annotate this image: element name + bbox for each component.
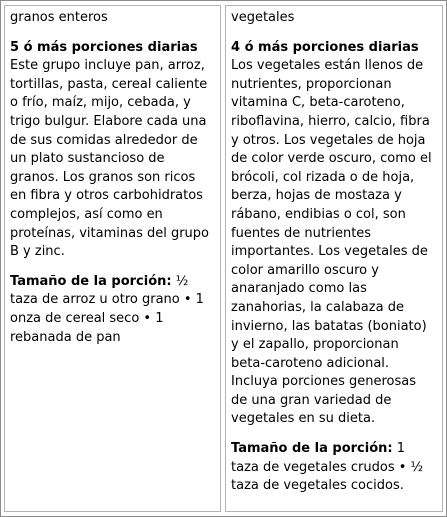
vegetables-column xyxy=(225,5,443,512)
portion-label: Tamaño de la porción: xyxy=(231,441,393,457)
column-description: Este grupo incluye pan, arroz, tortillas, pasta, cereal caliente o frío, maíz, mijo, cebada, y trigo bulgur. Elabore cada una de sus comidas alrededor de un plato sustancioso de granos. Los granos son ricos en fibra y otros carbohidratos complejos, así como en proteínas, vitaminas del grupo B y zinc. xyxy=(10,58,210,260)
servings-heading: 4 ó más porciones diarias xyxy=(231,39,419,55)
portion-label: Tamaño de la porción: xyxy=(10,273,172,289)
portion-text: 1 taza de vegetales crudos • ½ taza de vegetales cocidos. xyxy=(231,441,424,494)
column-description: Los vegetales están llenos de nutrientes, proporcionan vitamina C, beta-caroteno, riboflavina, hierro, calcio, fibra y otros. Los vegetales de hoja de color verde oscuro, como el brócoli, col rizada o de hoja, berza, hojas de mostaza y rábano, endibias o col, son fuentes de nutrientes importantes. Los vegetales de color amarillo oscuro y anaranjado como las zanahorias, la calabaza de invierno, las batatas (boniato) y el zapallo, proporcionan beta-caroteno adicional. Incluya porciones generosas de una gran variedad de vegetales en su dieta. xyxy=(231,58,432,427)
portion-size xyxy=(231,440,436,496)
portion-size xyxy=(10,273,214,347)
servings-heading: 5 ó más porciones diarias xyxy=(10,39,198,55)
column-title: vegetales xyxy=(231,10,295,25)
grains-column xyxy=(4,5,221,512)
portion-text: ½ taza de arroz u otro grano • 1 onza de cereal seco • 1 rebanada de pan xyxy=(10,273,204,345)
column-title: granos enteros xyxy=(10,10,108,25)
